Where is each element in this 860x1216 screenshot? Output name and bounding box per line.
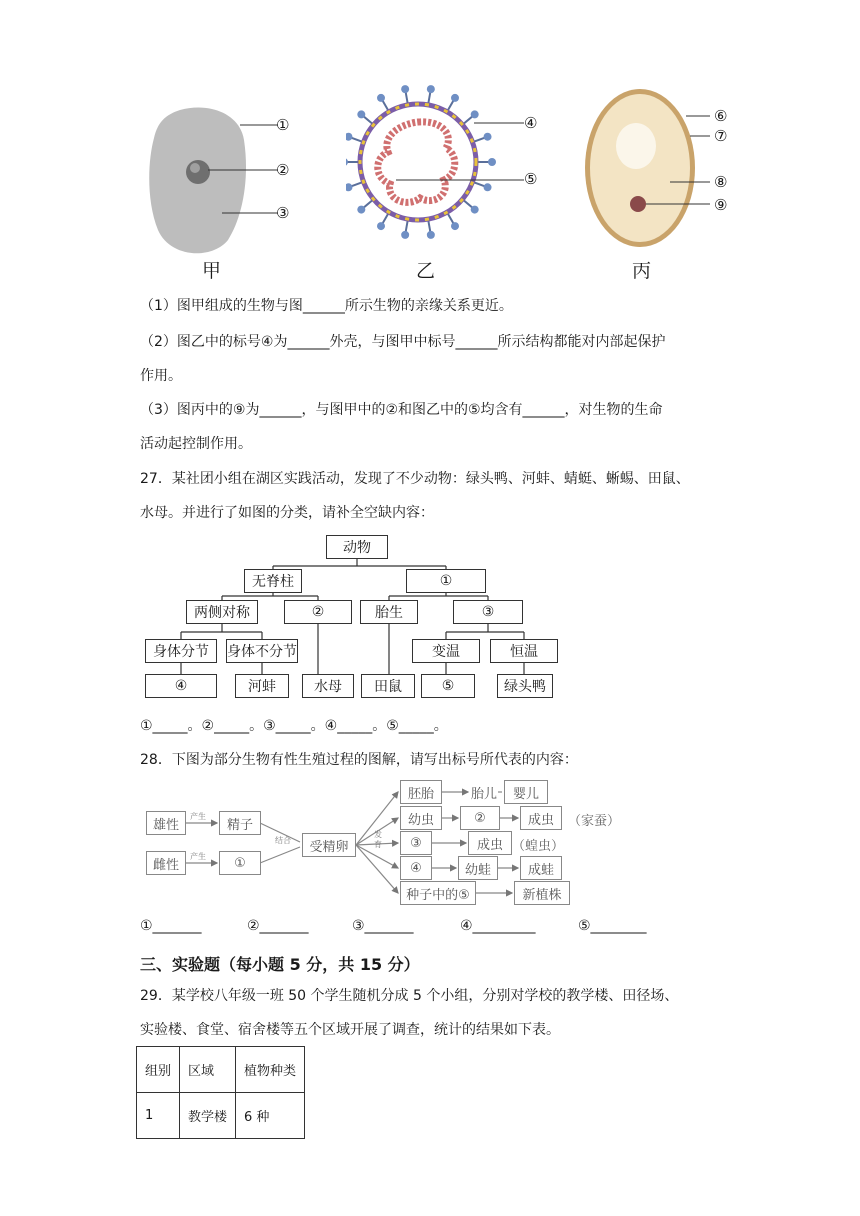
caption-bing: 丙	[632, 260, 652, 282]
flow-baby: 婴儿	[504, 780, 548, 804]
flow-new-plant: 新植株	[514, 881, 570, 905]
label-7: ⑦	[714, 127, 728, 145]
tree-blank-1: ①	[406, 569, 486, 593]
q28-answer-2: ②_______	[247, 918, 309, 934]
q29-text-line1: 29．某学校八年级一班 50 个学生随机分成 5 个小组，分别对学校的教学楼、田径场、	[140, 988, 679, 1004]
flow-note-locust: （蝗虫）	[512, 839, 565, 854]
tree-segmented: 身体分节	[145, 639, 217, 663]
label-6: ⑥	[714, 107, 728, 125]
tree-jellyfish: 水母	[302, 674, 354, 698]
table-cell-area: 教学楼	[180, 1093, 236, 1139]
table-row	[137, 1093, 305, 1139]
flow-produce-2: 产生	[190, 852, 206, 861]
flow-blank-3: ③	[400, 831, 432, 855]
q27-text-line2: 水母。并进行了如图的分类，请补全空缺内容：	[140, 505, 434, 521]
flow-adult-silkworm: 成虫	[520, 806, 562, 830]
survey-table	[136, 1046, 305, 1139]
flow-frog: 成蛙	[520, 856, 562, 880]
tree-vole: 田鼠	[361, 674, 415, 698]
tree-cold-blooded: 变温	[412, 639, 480, 663]
table-header-group: 组别	[137, 1047, 180, 1093]
table-header-area: 区域	[180, 1047, 236, 1093]
tree-bilateral: 两侧对称	[186, 600, 258, 624]
flow-female: 雌性	[146, 851, 186, 875]
table-header-row	[137, 1047, 305, 1093]
label-3: ③	[276, 204, 290, 222]
table-cell-species: 6 种	[236, 1093, 305, 1139]
tree-mussel: 河蚌	[235, 674, 289, 698]
tree-blank-4: ④	[145, 674, 217, 698]
flow-produce-1: 产生	[190, 812, 206, 821]
tree-blank-2: ②	[284, 600, 352, 624]
q28-answer-5: ⑤________	[578, 918, 647, 934]
q26-part3-line1: （3）图丙中的⑨为______，与图甲中的②和图乙中的⑤均含有______，对生物的生命	[140, 402, 663, 418]
flow-larva-silkworm: 幼虫	[400, 806, 442, 830]
flow-male: 雄性	[146, 811, 186, 835]
label-5: ⑤	[524, 170, 538, 188]
flow-blank-4: ④	[400, 856, 432, 880]
q26-part1: （1）图甲组成的生物与图______所示生物的亲缘关系更近。	[140, 298, 513, 314]
table-header-species: 植物种类	[236, 1047, 305, 1093]
flow-note-silkworm: （家蚕）	[568, 814, 621, 829]
label-1: ①	[276, 116, 290, 134]
tree-invertebrate: 无脊柱	[244, 569, 302, 593]
caption-yi: 乙	[416, 260, 436, 282]
q28-answer-3: ③_______	[352, 918, 414, 934]
flow-combine: 结合	[275, 836, 291, 845]
q28-text: 28．下图为部分生物有性生殖过程的图解，请写出标号所代表的内容：	[140, 752, 578, 768]
label-2: ②	[276, 161, 290, 179]
flow-sperm: 精子	[219, 811, 261, 835]
q28-answer-1: ①_______	[140, 918, 202, 934]
q28-answer-4: ④_________	[460, 918, 536, 934]
q26-part2-line1: （2）图乙中的标号④为______外壳，与图甲中标号______所示结构都能对内部起保护	[140, 334, 666, 350]
flow-adult-locust: 成虫	[468, 831, 512, 855]
flow-tadpole: 幼蛙	[458, 856, 498, 880]
q29-text-line2: 实验楼、食堂、宿舍楼等五个区域开展了调查，统计的结果如下表。	[140, 1022, 560, 1038]
caption-jia: 甲	[202, 260, 222, 282]
flow-develop: 发育	[374, 830, 382, 849]
flow-egg: ①	[219, 851, 261, 875]
tree-blank-3: ③	[453, 600, 523, 624]
q26-part2-line2: 作用。	[140, 368, 182, 384]
label-9: ⑨	[714, 196, 728, 214]
flow-blank-2: ②	[460, 806, 500, 830]
q26-part3-line2: 活动起控制作用。	[140, 436, 252, 452]
q27-answer-line: ①_____。②_____。③_____。④_____。⑤_____。	[140, 718, 448, 734]
label-8: ⑧	[714, 173, 728, 191]
tree-unsegmented: 身体不分节	[226, 639, 298, 663]
tree-mallard: 绿头鸭	[497, 674, 553, 698]
flow-blank-5: 种子中的⑤	[400, 881, 476, 905]
q27-text-line1: 27．某社团小组在湖区实践活动，发现了不少动物：绿头鸭、河蚌、蜻蜓、蜥蜴、田鼠、	[140, 471, 690, 487]
flow-embryo: 胚胎	[400, 780, 442, 804]
tree-blank-5: ⑤	[421, 674, 475, 698]
tree-root: 动物	[326, 535, 388, 559]
section3-heading: 三、实验题（每小题 5 分，共 15 分）	[140, 955, 420, 974]
label-4: ④	[524, 114, 538, 132]
tree-viviparous: 胎生	[360, 600, 418, 624]
flow-zygote: 受精卵	[302, 833, 356, 857]
table-cell-group: 1	[137, 1093, 180, 1139]
flow-fetus: 胎儿	[470, 780, 498, 804]
tree-warm-blooded: 恒温	[490, 639, 558, 663]
